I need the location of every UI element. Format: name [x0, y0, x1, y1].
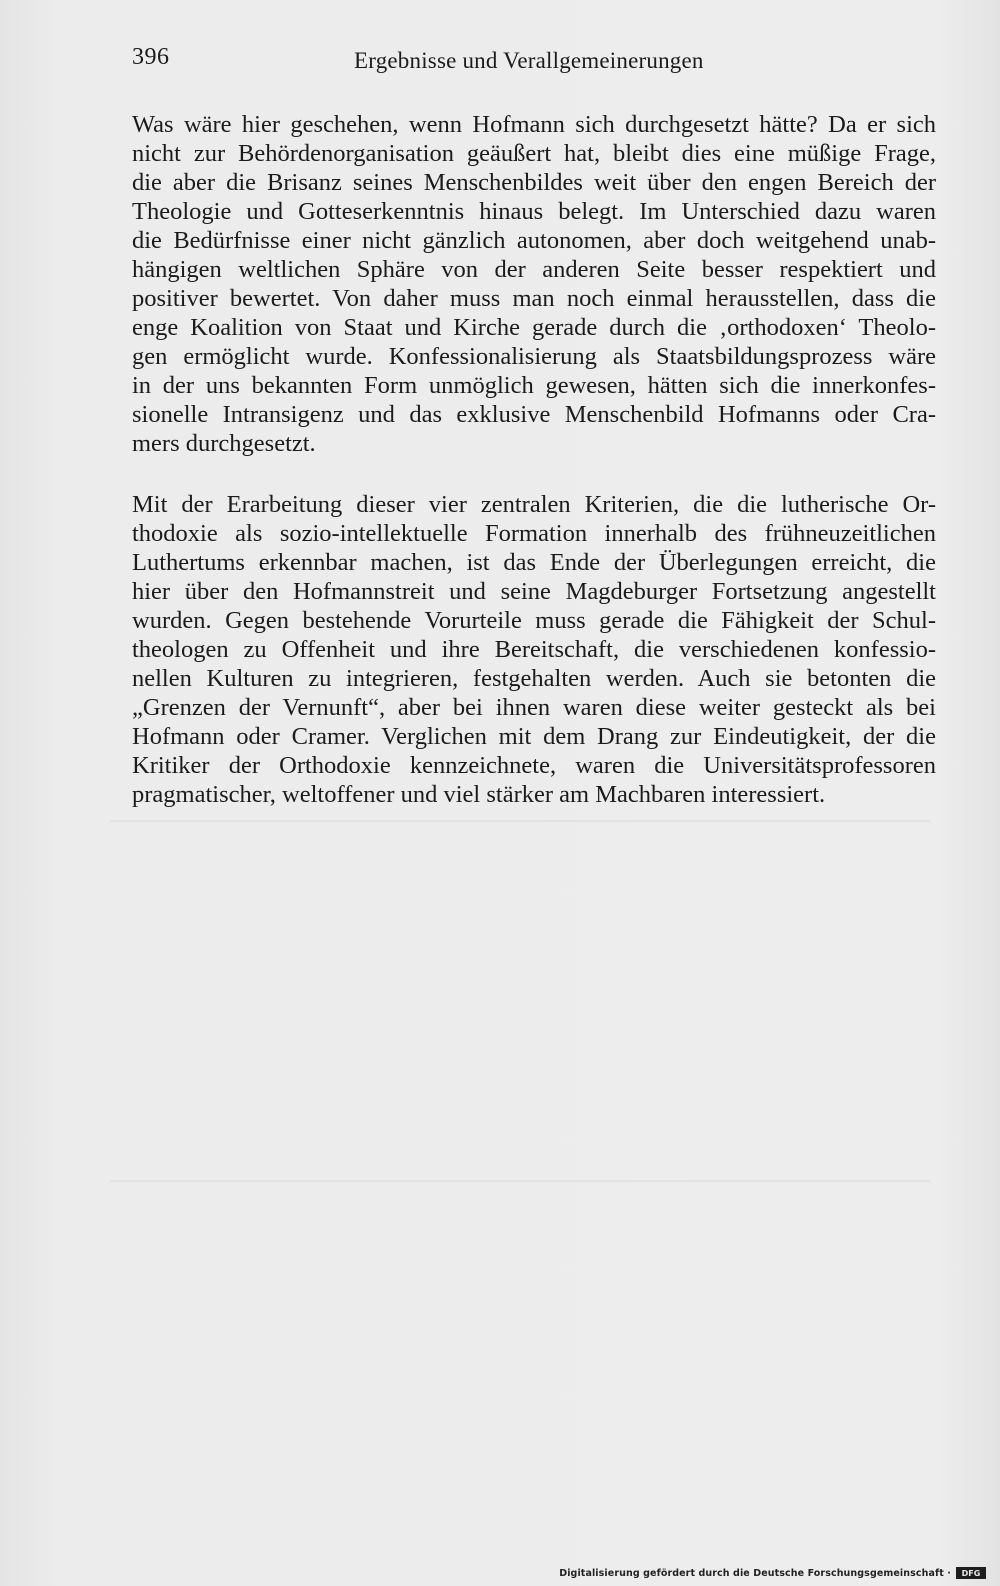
text-line: „Grenzen der Vernunft“, aber bei ihnen waren diese weiter gesteckt als bei: [132, 694, 936, 721]
text-line: pragmatischer, weltoffener und viel stärker am Machbaren interessiert.: [132, 781, 826, 808]
page-number: 396: [132, 44, 170, 70]
text-line: Mit der Erarbeitung dieser vier zentralen Kriterien, die die lutherische Or-: [132, 491, 936, 518]
text-line: die Bedürfnisse einer nicht gänzlich autonomen, aber doch weitgehend unab-: [132, 227, 936, 254]
digitization-footer: [559, 1566, 986, 1580]
text-line: nellen Kulturen zu integrieren, festgehalten werden. Auch sie betonten die: [132, 665, 936, 692]
text-line: sionelle Intransigenz und das exklusive Menschenbild Hofmanns oder Cra-: [132, 401, 936, 428]
page-header: [132, 44, 936, 84]
text-line: positiver bewertet. Von daher muss man noch einmal herausstellen, dass die: [132, 285, 936, 312]
text-line: die aber die Brisanz seines Menschenbildes weit über den engen Bereich der: [132, 169, 936, 196]
text-line: Was wäre hier geschehen, wenn Hofmann sich durchgesetzt hätte? Da er sich: [132, 111, 936, 138]
text-line: gen ermöglicht wurde. Konfessionalisierung als Staatsbildungsprozess wäre: [132, 343, 936, 370]
text-line: Theologie und Gotteserkenntnis hinaus belegt. Im Unterschied dazu waren: [132, 198, 936, 225]
dfg-logo-text: DFG: [961, 1568, 981, 1578]
text-line: mers durchgesetzt.: [132, 430, 316, 457]
bleed-through-shadow: [110, 820, 930, 822]
funding-notice: Digitalisierung gefördert durch die Deutsche Forschungsgemeinschaft ·: [559, 1567, 951, 1579]
text-line: enge Koalition von Staat und Kirche gerade durch die ‚orthodoxen‘ Theolo-: [132, 314, 936, 341]
text-line: wurden. Gegen bestehende Vorurteile muss gerade die Fähigkeit der Schul-: [132, 607, 936, 634]
text-line: Hofmann oder Cramer. Verglichen mit dem Drang zur Eindeutigkeit, der die: [132, 723, 936, 750]
text-line: Luthertums erkennbar machen, ist das Ende der Überlegungen erreicht, die: [132, 549, 936, 576]
dfg-logo: [956, 1567, 986, 1579]
running-title: Ergebnisse und Verallgemeinerungen: [354, 48, 704, 73]
text-line: thodoxie als sozio-intellektuelle Formation innerhalb des frühneuzeitlichen: [132, 520, 936, 547]
text-line: hier über den Hofmannstreit und seine Magdeburger Fortsetzung angestellt: [132, 578, 936, 605]
bleed-through-shadow: [110, 1180, 930, 1182]
text-line: in der uns bekannten Form unmöglich gewesen, hätten sich die innerkonfes-: [132, 372, 936, 399]
text-line: hängigen weltlichen Sphäre von der anderen Seite besser respektiert und: [132, 256, 936, 283]
text-line: nicht zur Behördenorganisation geäußert hat, bleibt dies eine müßige Frage,: [132, 140, 936, 167]
text-line: theologen zu Offenheit und ihre Bereitschaft, die verschiedenen konfessio-: [132, 636, 936, 663]
text-line: Kritiker der Orthodoxie kennzeichnete, waren die Universitätsprofessoren: [132, 752, 936, 779]
